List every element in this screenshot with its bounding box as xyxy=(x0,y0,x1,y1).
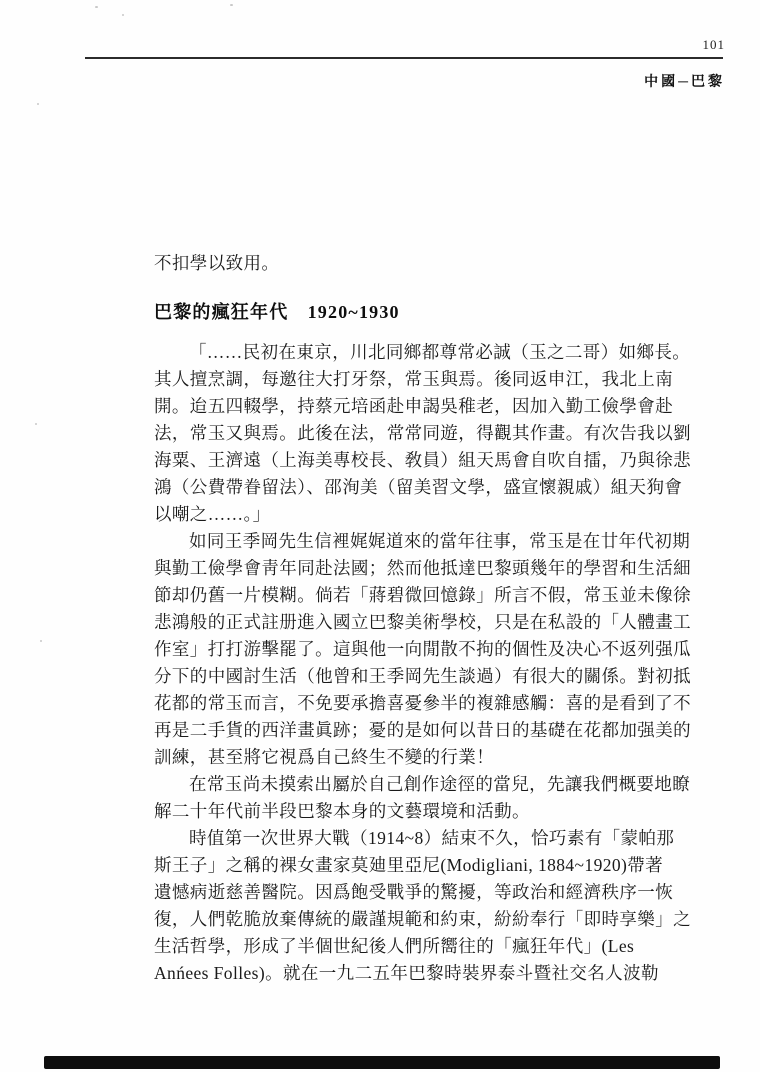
text-line: 與勤工儉學會靑年同赴法國；然而他抵達巴黎頭幾年的學習和生活細 xyxy=(154,558,691,578)
text-line: 如同王季岡先生信裡娓娓道來的當年往事，常玉是在廿年代初期 xyxy=(189,531,691,551)
text-line: 分下的中國討生活（他曾和王季岡先生談過）有很大的關係。對初抵 xyxy=(154,666,691,686)
text-line: 訓練，甚至將它視爲自己終生不變的行業！ xyxy=(154,747,495,767)
text-line: 悲鴻般的正式註册進入國立巴黎美術學校，只是在私設的「人體畫工 xyxy=(154,612,691,632)
running-header: 中國─巴黎 xyxy=(644,75,725,90)
text-line: 作室」打打游擊罷了。這與他一向閒散不拘的個性及决心不返列强瓜 xyxy=(154,639,691,659)
paragraph xyxy=(154,528,691,771)
text-line: 節却仍舊一片模糊。倘若「蔣碧微回憶錄」所言不假，常玉並未像徐 xyxy=(154,585,691,605)
scan-artifact xyxy=(37,103,39,105)
text-line: 再是二手貨的西洋畫眞跡；憂的是如何以昔日的基礎在花都加强美的 xyxy=(154,720,691,740)
text-line: 不扣學以致用。 xyxy=(154,253,280,273)
paragraph xyxy=(154,825,691,987)
text-line: 海粟、王濟遠（上海美專校長、敎員）組天馬會自吹自擂，乃與徐悲 xyxy=(154,450,691,470)
text-line: 開。迨五四輟學，持蔡元培函赴申謁吳稚老，因加入勤工儉學會赴 xyxy=(154,396,674,416)
scan-artifact xyxy=(35,423,37,425)
text-line: 其人擅烹調，每邀往大打牙祭，常玉與焉。後同返申江，我北上南 xyxy=(154,369,674,389)
scan-artifact xyxy=(122,14,124,16)
scan-edge-bar xyxy=(44,1056,720,1069)
text-line: 花都的常玉而言，不免要承擔喜憂參半的複雜感觸：喜的是看到了不 xyxy=(154,693,691,713)
section-heading: 巴黎的瘋狂年代 1920~1930 xyxy=(154,302,400,322)
text-line: 解二十年代前半段巴黎本身的文藝環境和活動。 xyxy=(154,801,530,821)
scan-artifact xyxy=(40,640,42,642)
body-text-block xyxy=(154,250,691,987)
text-line: 「……民初在東京，川北同鄉都尊常必誠（玉之二哥）如鄉長。 xyxy=(189,342,691,362)
text-line: 遺憾病逝慈善醫院。因爲飽受戰爭的驚擾，等政治和經濟秩序一恢 xyxy=(154,882,674,902)
header-divider-rule xyxy=(85,57,723,59)
text-line: 法，常玉又與焉。此後在法，常常同遊，得觀其作畫。有次告我以劉 xyxy=(154,423,691,443)
scan-artifact xyxy=(95,6,98,8)
paragraph-quote-letter xyxy=(154,339,691,528)
scan-artifact xyxy=(230,4,233,6)
text-line: 時值第一次世界大戰（1914~8）結束不久，恰巧素有「蒙帕那 xyxy=(189,828,675,848)
paragraph xyxy=(154,771,691,825)
text-line: 復，人們乾脆放棄傳統的嚴謹規範和約束，紛紛奉行「即時享樂」之 xyxy=(154,909,691,929)
text-line: Anńees Folles)。就在一九二五年巴黎時裝界泰斗暨社交名人波勒 xyxy=(154,963,659,983)
text-line: 斯王子」之稱的裸女畫家莫廸里亞尼(Modigliani, 1884~1920)帶著 xyxy=(154,855,664,875)
text-line: 以嘲之……。」 xyxy=(154,504,271,524)
page-number: 101 xyxy=(702,37,725,52)
text-line: 生活哲學，形成了半個世紀後人們所嚮往的「瘋狂年代」(Les xyxy=(154,936,635,956)
text-line: 在常玉尚未摸索出屬於自己創作途徑的當兒，先讓我們概要地瞭 xyxy=(189,774,691,794)
text-line: 鴻（公費帶眷留法）、邵洵美（留美習文學，盛宣懷親戚）組天狗會 xyxy=(154,477,683,497)
